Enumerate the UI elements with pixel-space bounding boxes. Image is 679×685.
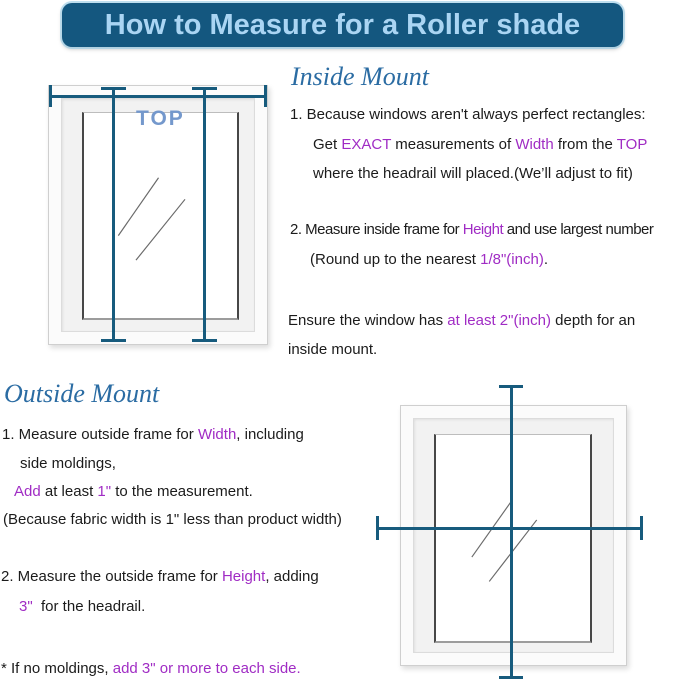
height-measure-top-cap: [499, 385, 523, 388]
width-measure-line: [50, 95, 267, 98]
text-segment: at least 2"(inch): [447, 312, 551, 329]
vertical-measure-right-top-cap: [192, 87, 217, 90]
inside-step2-line1: [290, 221, 653, 238]
text-segment: depth for an: [550, 312, 636, 329]
text-segment: inside mount.: [288, 341, 378, 358]
width-measure-left-tick: [49, 85, 52, 107]
text-segment: Width: [197, 426, 237, 443]
inside-step2-line2: [310, 251, 548, 268]
outside-step2-line2: [19, 598, 145, 615]
outside-step1-line3: [14, 483, 253, 500]
no-moldings-footnote: [1, 660, 301, 677]
text-segment: , including: [236, 426, 304, 443]
vertical-measure-left-top-cap: [101, 87, 126, 90]
text-segment: Add: [14, 483, 41, 500]
inside-depth-note-line2: [288, 341, 377, 358]
text-segment: for the headrail.: [32, 598, 146, 615]
inside-step1-line3: [313, 165, 633, 182]
text-segment: Height: [462, 221, 504, 238]
height-measure-line: [510, 386, 513, 678]
width-measure-right-cap: [640, 516, 643, 540]
text-segment: Ensure the window has: [288, 312, 448, 329]
vertical-measure-line-left: [112, 88, 115, 342]
window-glass: [82, 112, 239, 320]
text-segment: 1/8"(inch): [480, 251, 544, 268]
text-segment: from the: [553, 136, 617, 153]
text-segment: EXACT: [341, 136, 392, 153]
text-segment: side moldings,: [20, 455, 116, 472]
text-segment: Width: [515, 136, 554, 153]
text-segment: measurements of: [391, 136, 516, 153]
page-title: How to Measure for a Roller shade: [104, 8, 581, 41]
text-segment: TOP: [616, 136, 648, 153]
width-measure-right-tick: [264, 85, 267, 107]
text-segment: to the measurement.: [111, 483, 253, 500]
text-segment: where the headrail will placed.(We’ll adjust to fit): [313, 165, 633, 182]
glass-reflection: [436, 435, 590, 641]
outside-step1-line1: [2, 426, 304, 443]
inside-step1-line2: [313, 136, 647, 153]
glass-reflection: [84, 113, 237, 318]
outside-mount-heading: Outside Mount: [4, 379, 160, 408]
vertical-measure-left-bottom-cap: [101, 339, 126, 342]
text-segment: , adding: [265, 568, 319, 585]
text-segment: (Round up to the nearest: [310, 251, 481, 268]
window-outer-frame: [400, 405, 627, 666]
text-segment: at least: [40, 483, 98, 500]
text-segment: (Because fabric width is 1" less than product width): [3, 511, 342, 528]
text-segment: 1. Because windows aren't always perfect rectangles:: [290, 106, 646, 123]
text-segment: Height: [221, 568, 266, 585]
width-measure-left-cap: [376, 516, 379, 540]
text-segment: .: [543, 251, 548, 268]
outside-step1-line2: [20, 455, 116, 472]
text-segment: 1": [97, 483, 112, 500]
top-label: TOP: [136, 107, 185, 130]
window-glass: [434, 434, 592, 643]
outside-step2-line1: [1, 568, 319, 585]
text-segment: 2. Measure inside frame for: [290, 221, 463, 238]
text-segment: add 3" or more to each side.: [112, 660, 301, 677]
text-segment: * If no moldings,: [1, 660, 113, 677]
width-measure-line-outside: [377, 527, 642, 530]
vertical-measure-line-right: [203, 88, 206, 342]
inside-depth-note-line1: [288, 312, 635, 329]
text-segment: Get: [313, 136, 342, 153]
inside-step1-line1: [290, 106, 646, 123]
text-segment: 2. Measure the outside frame for: [1, 568, 222, 585]
inside-mount-heading: Inside Mount: [291, 62, 429, 91]
vertical-measure-right-bottom-cap: [192, 339, 217, 342]
window-illustration-outside-mount: [400, 405, 627, 666]
text-segment: and use largest number: [503, 221, 654, 238]
header-banner: [62, 3, 623, 47]
text-segment: 1. Measure outside frame for: [2, 426, 198, 443]
text-segment: 3": [19, 598, 33, 615]
height-measure-bottom-cap: [499, 676, 523, 679]
outside-step1-line4: [3, 511, 342, 528]
